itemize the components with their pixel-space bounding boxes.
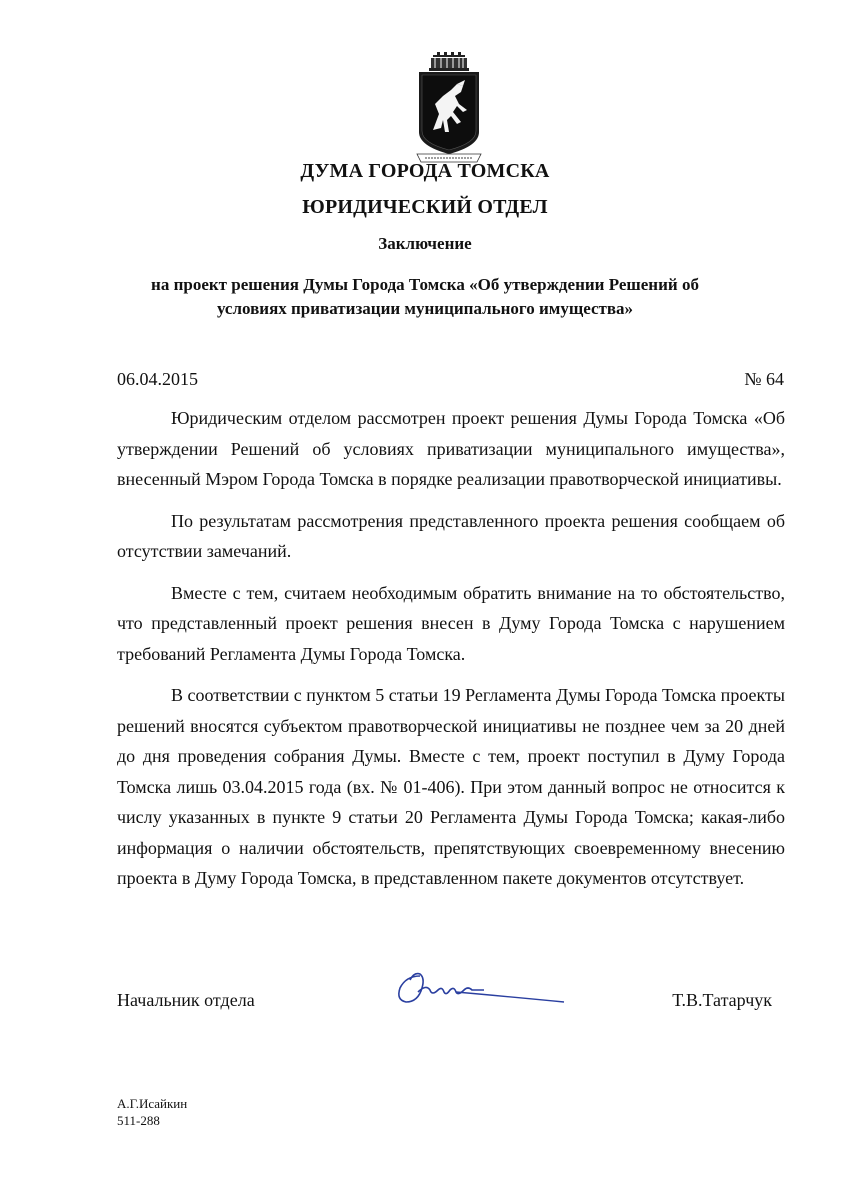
body-paragraph: По результатам рассмотрения представленного проекта решения сообщаем об отсутствии замечаний.	[117, 510, 785, 561]
organization-name: ДУМА ГОРОДА ТОМСКА	[300, 160, 550, 182]
document-number: № 64	[744, 369, 784, 389]
handwritten-signature	[392, 962, 572, 1012]
department-name: ЮРИДИЧЕСКИЙ ОТДЕЛ	[302, 196, 548, 218]
signer-name: Т.В.Татарчук	[672, 990, 772, 1010]
document-body	[117, 403, 785, 905]
body-paragraph: Вместе с тем, считаем необходимым обратить внимание на то обстоятельство, что представленный проект решения внесен в Думу Города Томска с нарушением требований Регламента Думы Города Томска.	[117, 582, 785, 664]
document-type: Заключение	[378, 234, 472, 253]
executor-info	[117, 1095, 187, 1129]
signer-position: Начальник отдела	[117, 990, 255, 1010]
executor-name: А.Г.Исайкин	[117, 1096, 188, 1111]
body-paragraph: В соответствии с пунктом 5 статьи 19 Регламента Думы Города Томска проекты решений вносятся субъектом правотворческой инициативы не позднее чем за 20 дней до дня проведения собрания Думы. Вместе с тем, проект поступил в Думу Города Томска лишь 03.04.2015 года (вх. № 01-406). При этом данный вопрос не относится к числу указанных в пункте 9 статьи 20 Регламента Думы Города Томска; какая-либо информация о наличии обстоятельств, препятствующих своевременному внесению проекта в Думу Города Томска, в представленном пакете документов отсутствует.	[117, 685, 785, 888]
body-paragraph: Юридическим отделом рассмотрен проект решения Думы Города Томска «Об утверждении Решений об условиях приватизации муниципального имущества», внесенный Мэром Города Томска в порядке реализации правотворческой инициативы.	[117, 408, 785, 489]
subject-line-2: условиях приватизации муниципального имущества»	[216, 299, 634, 318]
city-coat-of-arms-icon	[405, 50, 493, 168]
executor-phone: 511-288	[117, 1113, 160, 1128]
subject-line-1: на проект решения Думы Города Томска «Об утверждении Решений об	[151, 275, 699, 294]
document-date: 06.04.2015	[117, 369, 198, 389]
document-subject	[110, 273, 740, 321]
